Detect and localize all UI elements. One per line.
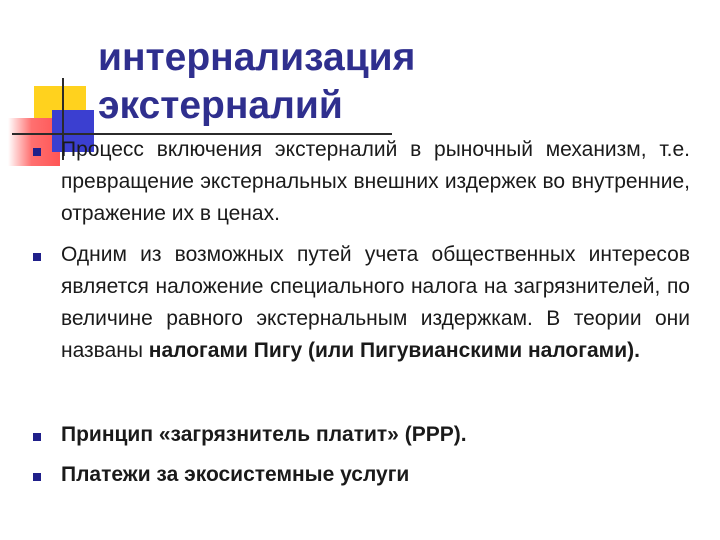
- bullet-marker: [33, 253, 41, 261]
- bullet-item-2-end: .: [634, 339, 640, 362]
- bullet-item-1: Процесс включения экстерналий в рыночный механизм, т.е. превращение экстернальных внешних издержек во внутренние, отражение их в ценах.: [61, 138, 690, 225]
- bullet-item-2-text: Одним из возможных путей учета общественных интересов является наложение специального налога на загрязнителей, по величине равного экстернальным издержкам. В теории они названы: [61, 243, 690, 362]
- bullet-marker: [33, 433, 41, 441]
- bullet-marker: [33, 148, 41, 156]
- title-line-1: интернализация: [98, 36, 416, 79]
- bullet-item-4: Платежи за экосистемные услуги: [61, 463, 410, 486]
- bullet-marker: [33, 473, 41, 481]
- bullet-item-2: [61, 239, 690, 367]
- title-line-2: экстерналий: [98, 84, 343, 127]
- pigou-tax-term: налогами Пигу (или Пигувианскими налогами): [148, 339, 635, 362]
- bullet-item-3: Принцип «загрязнитель платит» (PPP).: [61, 423, 467, 446]
